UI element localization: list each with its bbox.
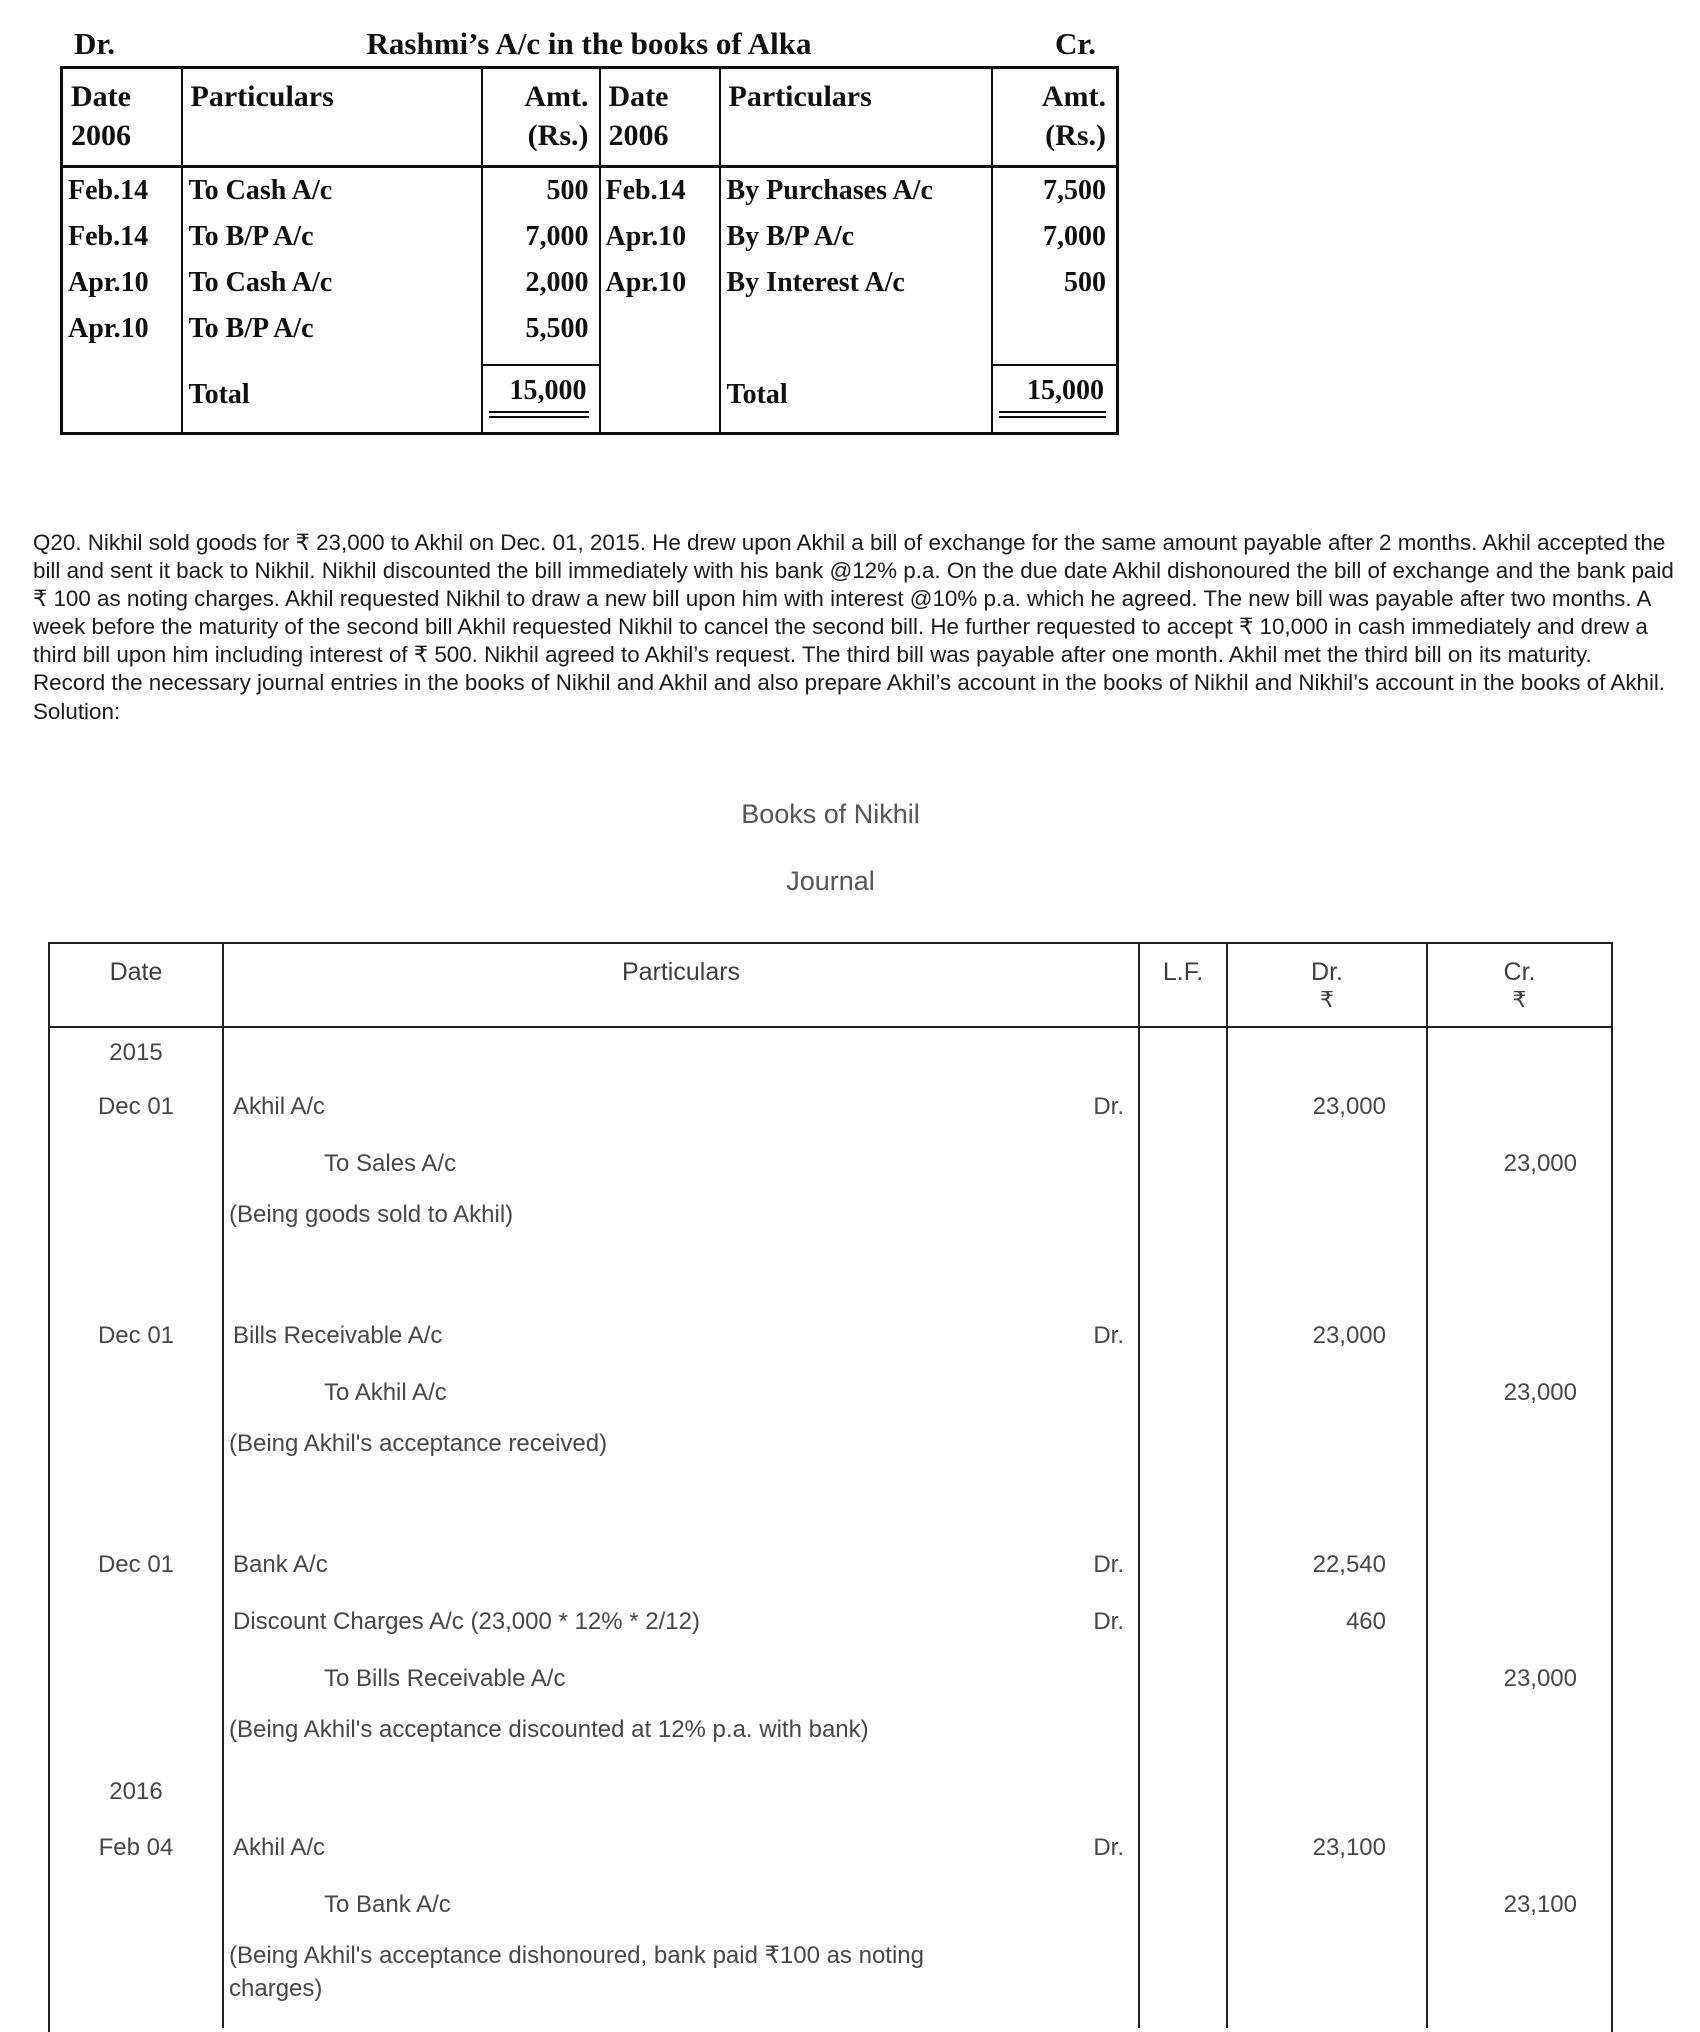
ledger-amount-cell: 2,000 [482, 260, 600, 306]
journal-particulars-cell [224, 1650, 1140, 1707]
journal-dr-amount-cell [1228, 1593, 1428, 1650]
journal-particulars-cell [224, 1135, 1140, 1192]
journal-particulars-text: (Being Akhil's acceptance discounted at 12% p.a. with bank) [229, 1716, 869, 1743]
ledger-total-amount [992, 365, 1118, 424]
ledger-header-year-label: 2006 [71, 119, 131, 152]
journal-lf-cell [1140, 1650, 1228, 1707]
ledger-header-amt-label: Amt. [1041, 80, 1106, 113]
ledger-cr-label: Cr. [1054, 26, 1096, 61]
ledger-bottompad-row [62, 424, 1118, 434]
journal-date-cell [50, 1707, 224, 1764]
journal-particulars-cell [224, 1876, 1140, 1933]
journal-date-cell [50, 1876, 224, 1933]
ledger-header-amt-right [992, 68, 1118, 167]
journal-particulars-text: Akhil A/c [233, 1833, 326, 1861]
question-instruction: Record the necessary journal entries in the books of Nikhil and Akhil and also prepare Akhil’s account in the books of Nikhil and Nikhil’s account in the books of Akhil. [33, 670, 1666, 696]
journal-particulars-cell [224, 1764, 1140, 1819]
journal-cr-amount-cell [1428, 1421, 1611, 1478]
ledger-titlebar [60, 26, 1118, 66]
ledger-spacer-row [62, 352, 1118, 365]
journal-particulars-text: (Being Akhil's acceptance dishonoured, bank paid ₹100 as noting charges) [229, 1942, 924, 2002]
ledger-header-amt-left [482, 68, 600, 167]
ledger-header-date-label: Date [608, 80, 669, 113]
journal-header-date-label: Date [109, 958, 163, 986]
ledger-total-row [62, 365, 1118, 424]
journal-dr-amount-cell [1228, 1028, 1428, 1078]
journal-dr-amount: 22,540 [1312, 1550, 1386, 1578]
journal-cr-amount: 23,100 [1503, 1890, 1577, 1918]
ledger-empty-cell [992, 352, 1118, 365]
journal-dr-amount-cell [1228, 1478, 1428, 1536]
journal-lf-cell [1140, 1028, 1228, 1078]
journal-particulars-cell [224, 1933, 1140, 2028]
journal-cr-amount: 23,000 [1503, 1664, 1577, 1692]
ledger-particulars-cell: To B/P A/c [182, 214, 482, 260]
journal-year-label: 2015 [109, 1039, 163, 1066]
ledger-row [62, 214, 1118, 260]
ledger-amount-cell [992, 306, 1118, 352]
journal-header-particulars-label: Particulars [621, 958, 741, 986]
journal-header-lf [1140, 944, 1228, 1028]
books-of-nikhil-heading: Books of Nikhil [741, 799, 920, 829]
journal-year-label: 2016 [109, 1777, 163, 1805]
ledger-row [62, 306, 1118, 352]
journal-date-cell [50, 1078, 224, 1135]
journal-date-cell [50, 1135, 224, 1192]
journal-date-label: Dec 01 [97, 1321, 175, 1349]
journal-lf-cell [1140, 1593, 1228, 1650]
journal-particulars-text: (Being goods sold to Akhil) [229, 1201, 514, 1228]
journal-line-row [50, 1933, 1611, 2028]
ledger-empty-cell [992, 424, 1118, 434]
ledger-header-row [62, 68, 1118, 167]
journal-line-row [50, 1421, 1611, 1478]
journal-cr-amount-cell [1428, 1593, 1611, 1650]
journal-header-row [50, 944, 1611, 1028]
journal-dr-suffix: Dr. [1093, 1092, 1124, 1120]
journal-lf-cell [1140, 1764, 1228, 1819]
journal-dr-amount-cell [1228, 1536, 1428, 1593]
journal-lf-cell [1140, 1421, 1228, 1478]
journal-date-cell [50, 1307, 224, 1364]
journal-particulars-text: Akhil A/c [233, 1092, 326, 1120]
journal-particulars-cell [224, 1078, 1140, 1135]
journal-dr-suffix: Dr. [1093, 1550, 1124, 1578]
ledger-total-amount-value: 15,000 [489, 373, 589, 418]
journal-lf-cell [1140, 1192, 1228, 1249]
solution-label: Solution: [33, 698, 121, 724]
ledger-amount-cell: 5,500 [482, 306, 600, 352]
journal-date-cell [50, 1249, 224, 1307]
ledger-total-label: Total [720, 365, 992, 424]
journal-dr-amount-cell [1228, 1249, 1428, 1307]
journal-dr-amount: 460 [1345, 1607, 1386, 1635]
journal-header-particulars [224, 944, 1140, 1028]
journal-date-cell [50, 1764, 224, 1819]
journal-line-row [50, 1536, 1611, 1593]
journal-line-row [50, 1192, 1611, 1249]
journal-particulars-cell [224, 1192, 1140, 1249]
ledger-dr-label: Dr. [74, 26, 116, 61]
journal-table [48, 942, 1613, 2032]
ledger-empty-cell [62, 365, 182, 424]
ledger-total-amount-value: 15,000 [999, 373, 1107, 418]
ledger-particulars-cell: To Cash A/c [182, 167, 482, 215]
journal-cr-amount-cell [1428, 1135, 1611, 1192]
ledger-empty-cell [720, 352, 992, 365]
ledger-particulars-cell: By Interest A/c [720, 260, 992, 306]
journal-lf-cell [1140, 1135, 1228, 1192]
ledger-amount-cell: 7,000 [992, 214, 1118, 260]
journal-particulars-cell [224, 1593, 1140, 1650]
ledger-date-cell: Feb.14 [68, 221, 149, 252]
journal-particulars-cell [224, 1307, 1140, 1364]
journal-date-cell [50, 1028, 224, 1078]
journal-dr-suffix: Dr. [1093, 1833, 1124, 1861]
journal-date-label: Feb 04 [98, 1833, 174, 1861]
ledger-particulars-cell [720, 306, 992, 352]
journal-particulars-cell [224, 1707, 1140, 1764]
journal-dr-suffix: Dr. [1093, 1321, 1124, 1349]
journal-lf-cell [1140, 1078, 1228, 1135]
journal-cr-amount: 23,000 [1503, 1378, 1577, 1406]
journal-dr-amount-cell [1228, 1192, 1428, 1249]
journal-particulars-text: Bills Receivable A/c [233, 1321, 443, 1349]
ledger-header-date-left [62, 68, 182, 167]
journal-particulars-text: To Sales A/c [324, 1149, 457, 1177]
journal-dr-amount-cell [1228, 1307, 1428, 1364]
ledger-row [62, 260, 1118, 306]
ledger-date-cell: Feb.14 [600, 167, 720, 215]
ledger-empty-cell [600, 424, 720, 434]
journal-dr-amount-cell [1228, 1876, 1428, 1933]
journal-line-row [50, 1078, 1611, 1135]
journal-particulars-cell [224, 1028, 1140, 1078]
journal-body [50, 1028, 1611, 2028]
ledger-particulars-cell: To Cash A/c [182, 260, 482, 306]
journal-dr-amount-cell [1228, 1707, 1428, 1764]
journal-dr-amount-cell [1228, 1078, 1428, 1135]
journal-lf-cell [1140, 1536, 1228, 1593]
journal-cr-amount-cell [1428, 1364, 1611, 1421]
ledger-particulars-cell: To B/P A/c [182, 306, 482, 352]
journal-particulars-text: To Bank A/c [324, 1890, 451, 1918]
ledger-amount-cell: 7,000 [482, 214, 600, 260]
journal-particulars-text: (Being Akhil's acceptance received) [229, 1430, 608, 1457]
journal-date-cell [50, 1933, 224, 2028]
journal-particulars-text: Bank A/c [233, 1550, 328, 1578]
journal-cr-amount-cell [1428, 1536, 1611, 1593]
rupee-symbol: ₹ [1320, 987, 1334, 1012]
journal-line-row [50, 1307, 1611, 1364]
journal-dr-amount-cell [1228, 1421, 1428, 1478]
ledger-empty-cell [720, 424, 992, 434]
journal-particulars-text: Discount Charges A/c (23,000 * 12% * 2/12) [233, 1607, 700, 1635]
journal-lf-cell [1140, 1876, 1228, 1933]
journal-dr-amount-cell [1228, 1819, 1428, 1876]
ledger-date-cell: Apr.10 [600, 260, 720, 306]
journal-particulars-text: To Bills Receivable A/c [324, 1664, 566, 1692]
journal-cr-amount-cell [1428, 1933, 1611, 2028]
journal-lf-cell [1140, 1478, 1228, 1536]
journal-header-cr [1428, 944, 1611, 1028]
ledger-empty-cell [600, 352, 720, 365]
journal-header-dr-label: Dr. [1311, 958, 1343, 986]
journal-line-row [50, 1364, 1611, 1421]
journal-dr-amount-cell [1228, 1364, 1428, 1421]
ledger-row [62, 167, 1118, 215]
ledger-particulars-cell: By B/P A/c [720, 214, 992, 260]
journal-particulars-cell [224, 1478, 1140, 1536]
ledger-empty-cell [182, 424, 482, 434]
ledger-account-scan [60, 26, 1118, 435]
journal-particulars-cell [224, 1819, 1140, 1876]
journal-cr-amount-cell [1428, 1819, 1611, 1876]
journal-lf-cell [1140, 1364, 1228, 1421]
ledger-table [60, 66, 1119, 435]
ledger-empty-cell [182, 352, 482, 365]
journal-cr-amount-cell [1428, 1478, 1611, 1536]
journal-line-row [50, 1478, 1611, 1536]
journal-cr-amount-cell [1428, 1707, 1611, 1764]
journal-line-row [50, 1249, 1611, 1307]
ledger-empty-cell [62, 424, 182, 434]
ledger-amount-cell: 7,500 [992, 167, 1118, 215]
journal-lf-cell [1140, 1249, 1228, 1307]
journal-dr-amount-cell [1228, 1933, 1428, 2028]
journal-cr-amount-cell [1428, 1078, 1611, 1135]
journal-heading: Journal [786, 866, 875, 896]
journal-lf-cell [1140, 1819, 1228, 1876]
ledger-header-year-label: 2006 [608, 119, 669, 152]
journal-dr-amount-cell [1228, 1764, 1428, 1819]
ledger-header-rs-label: (Rs.) [1045, 119, 1106, 152]
journal-cr-amount: 23,000 [1503, 1149, 1577, 1177]
question-text: Q20. Nikhil sold goods for ₹ 23,000 to Akhil on Dec. 01, 2015. He drew upon Akhil a bill of exchange for the same amount payable after 2 months. Akhil accepted the bill and sent it back to Nikhil. Nikhil discounted the bill immediately with his bank @12% p.a. On the due date Akhil dishonoured the bill of exchange and the bank paid ₹ 100 as noting charges. Akhil requested Nikhil to draw a new bill upon him with interest @10% p.a. which he agreed. The new bill was payable after two months. A week before the maturity of the second bill Akhil requested Nikhil to cancel the second bill. He further requested to accept ₹ 10,000 in cash immediately and drew a third bill upon him including interest of ₹ 500. Nikhil agreed to Akhil’s request. The third bill was payable after one month. Akhil met the third bill on its maturity. [33, 530, 1674, 668]
ledger-header-amt-label: Amt. [524, 80, 589, 113]
journal-header-dr [1228, 944, 1428, 1028]
ledger-empty-cell [62, 352, 182, 365]
ledger-particulars-cell: By Purchases A/c [720, 167, 992, 215]
journal-header-lf-label: L.F. [1162, 958, 1204, 986]
rupee-symbol: ₹ [1512, 987, 1527, 1012]
journal-particulars-cell [224, 1364, 1140, 1421]
ledger-date-cell: Apr.10 [68, 267, 149, 298]
ledger-header-rs-label: (Rs.) [527, 119, 589, 152]
journal-date-cell [50, 1593, 224, 1650]
ledger-date-cell: Apr.10 [68, 313, 149, 344]
journal-lf-cell [1140, 1933, 1228, 2028]
journal-date-cell [50, 1192, 224, 1249]
ledger-date-cell: Apr.10 [600, 214, 720, 260]
ledger-date-cell [600, 306, 720, 352]
journal-date-cell [50, 1364, 224, 1421]
journal-line-row [50, 1764, 1611, 1819]
ledger-empty-cell [482, 352, 600, 365]
ledger-amount-cell: 500 [992, 260, 1118, 306]
journal-line-row [50, 1650, 1611, 1707]
ledger-header-date-right [600, 68, 720, 167]
journal-header-date [50, 944, 224, 1028]
ledger-total-amount [482, 365, 600, 424]
journal-cr-amount-cell [1428, 1249, 1611, 1307]
journal-particulars-cell [224, 1536, 1140, 1593]
ledger-empty-cell [482, 424, 600, 434]
journal-date-cell [50, 1478, 224, 1536]
journal-particulars-cell [224, 1249, 1140, 1307]
ledger-header-particulars-left: Particulars [182, 68, 482, 167]
journal-line-row [50, 1593, 1611, 1650]
ledger-header-date-label: Date [71, 80, 131, 113]
ledger-header-particulars-right: Particulars [720, 68, 992, 167]
journal-cr-amount-cell [1428, 1876, 1611, 1933]
journal-date-cell [50, 1819, 224, 1876]
journal-date-cell [50, 1421, 224, 1478]
journal-cr-amount-cell [1428, 1307, 1611, 1364]
journal-line-row [50, 1819, 1611, 1876]
journal-date-label: Dec 01 [97, 1550, 175, 1578]
journal-dr-amount: 23,000 [1312, 1321, 1386, 1349]
ledger-empty-cell [600, 365, 720, 424]
journal-particulars-text: To Akhil A/c [324, 1378, 447, 1406]
journal-particulars-cell [224, 1421, 1140, 1478]
ledger-date-cell: Feb.14 [68, 175, 149, 206]
ledger-total-label: Total [182, 365, 482, 424]
journal-dr-amount: 23,100 [1312, 1833, 1386, 1861]
journal-lf-cell [1140, 1707, 1228, 1764]
journal-dr-amount: 23,000 [1312, 1092, 1386, 1120]
journal-lf-cell [1140, 1307, 1228, 1364]
journal-cr-amount-cell [1428, 1764, 1611, 1819]
journal-date-cell [50, 1650, 224, 1707]
journal-date-label: Dec 01 [97, 1092, 175, 1120]
journal-line-row [50, 1707, 1611, 1764]
journal-cr-amount-cell [1428, 1028, 1611, 1078]
journal-date-cell [50, 1536, 224, 1593]
journal-header-cr-label: Cr. [1503, 958, 1536, 986]
journal-dr-suffix: Dr. [1093, 1607, 1124, 1635]
ledger-title: Rashmi’s A/c in the books of Alka [366, 26, 812, 61]
journal-line-row [50, 1135, 1611, 1192]
journal-line-row [50, 1876, 1611, 1933]
journal-cr-amount-cell [1428, 1192, 1611, 1249]
journal-line-row [50, 1028, 1611, 1078]
ledger-amount-cell: 500 [482, 167, 600, 215]
journal-cr-amount-cell [1428, 1650, 1611, 1707]
journal-dr-amount-cell [1228, 1650, 1428, 1707]
journal-dr-amount-cell [1228, 1135, 1428, 1192]
question-block [33, 529, 1685, 726]
